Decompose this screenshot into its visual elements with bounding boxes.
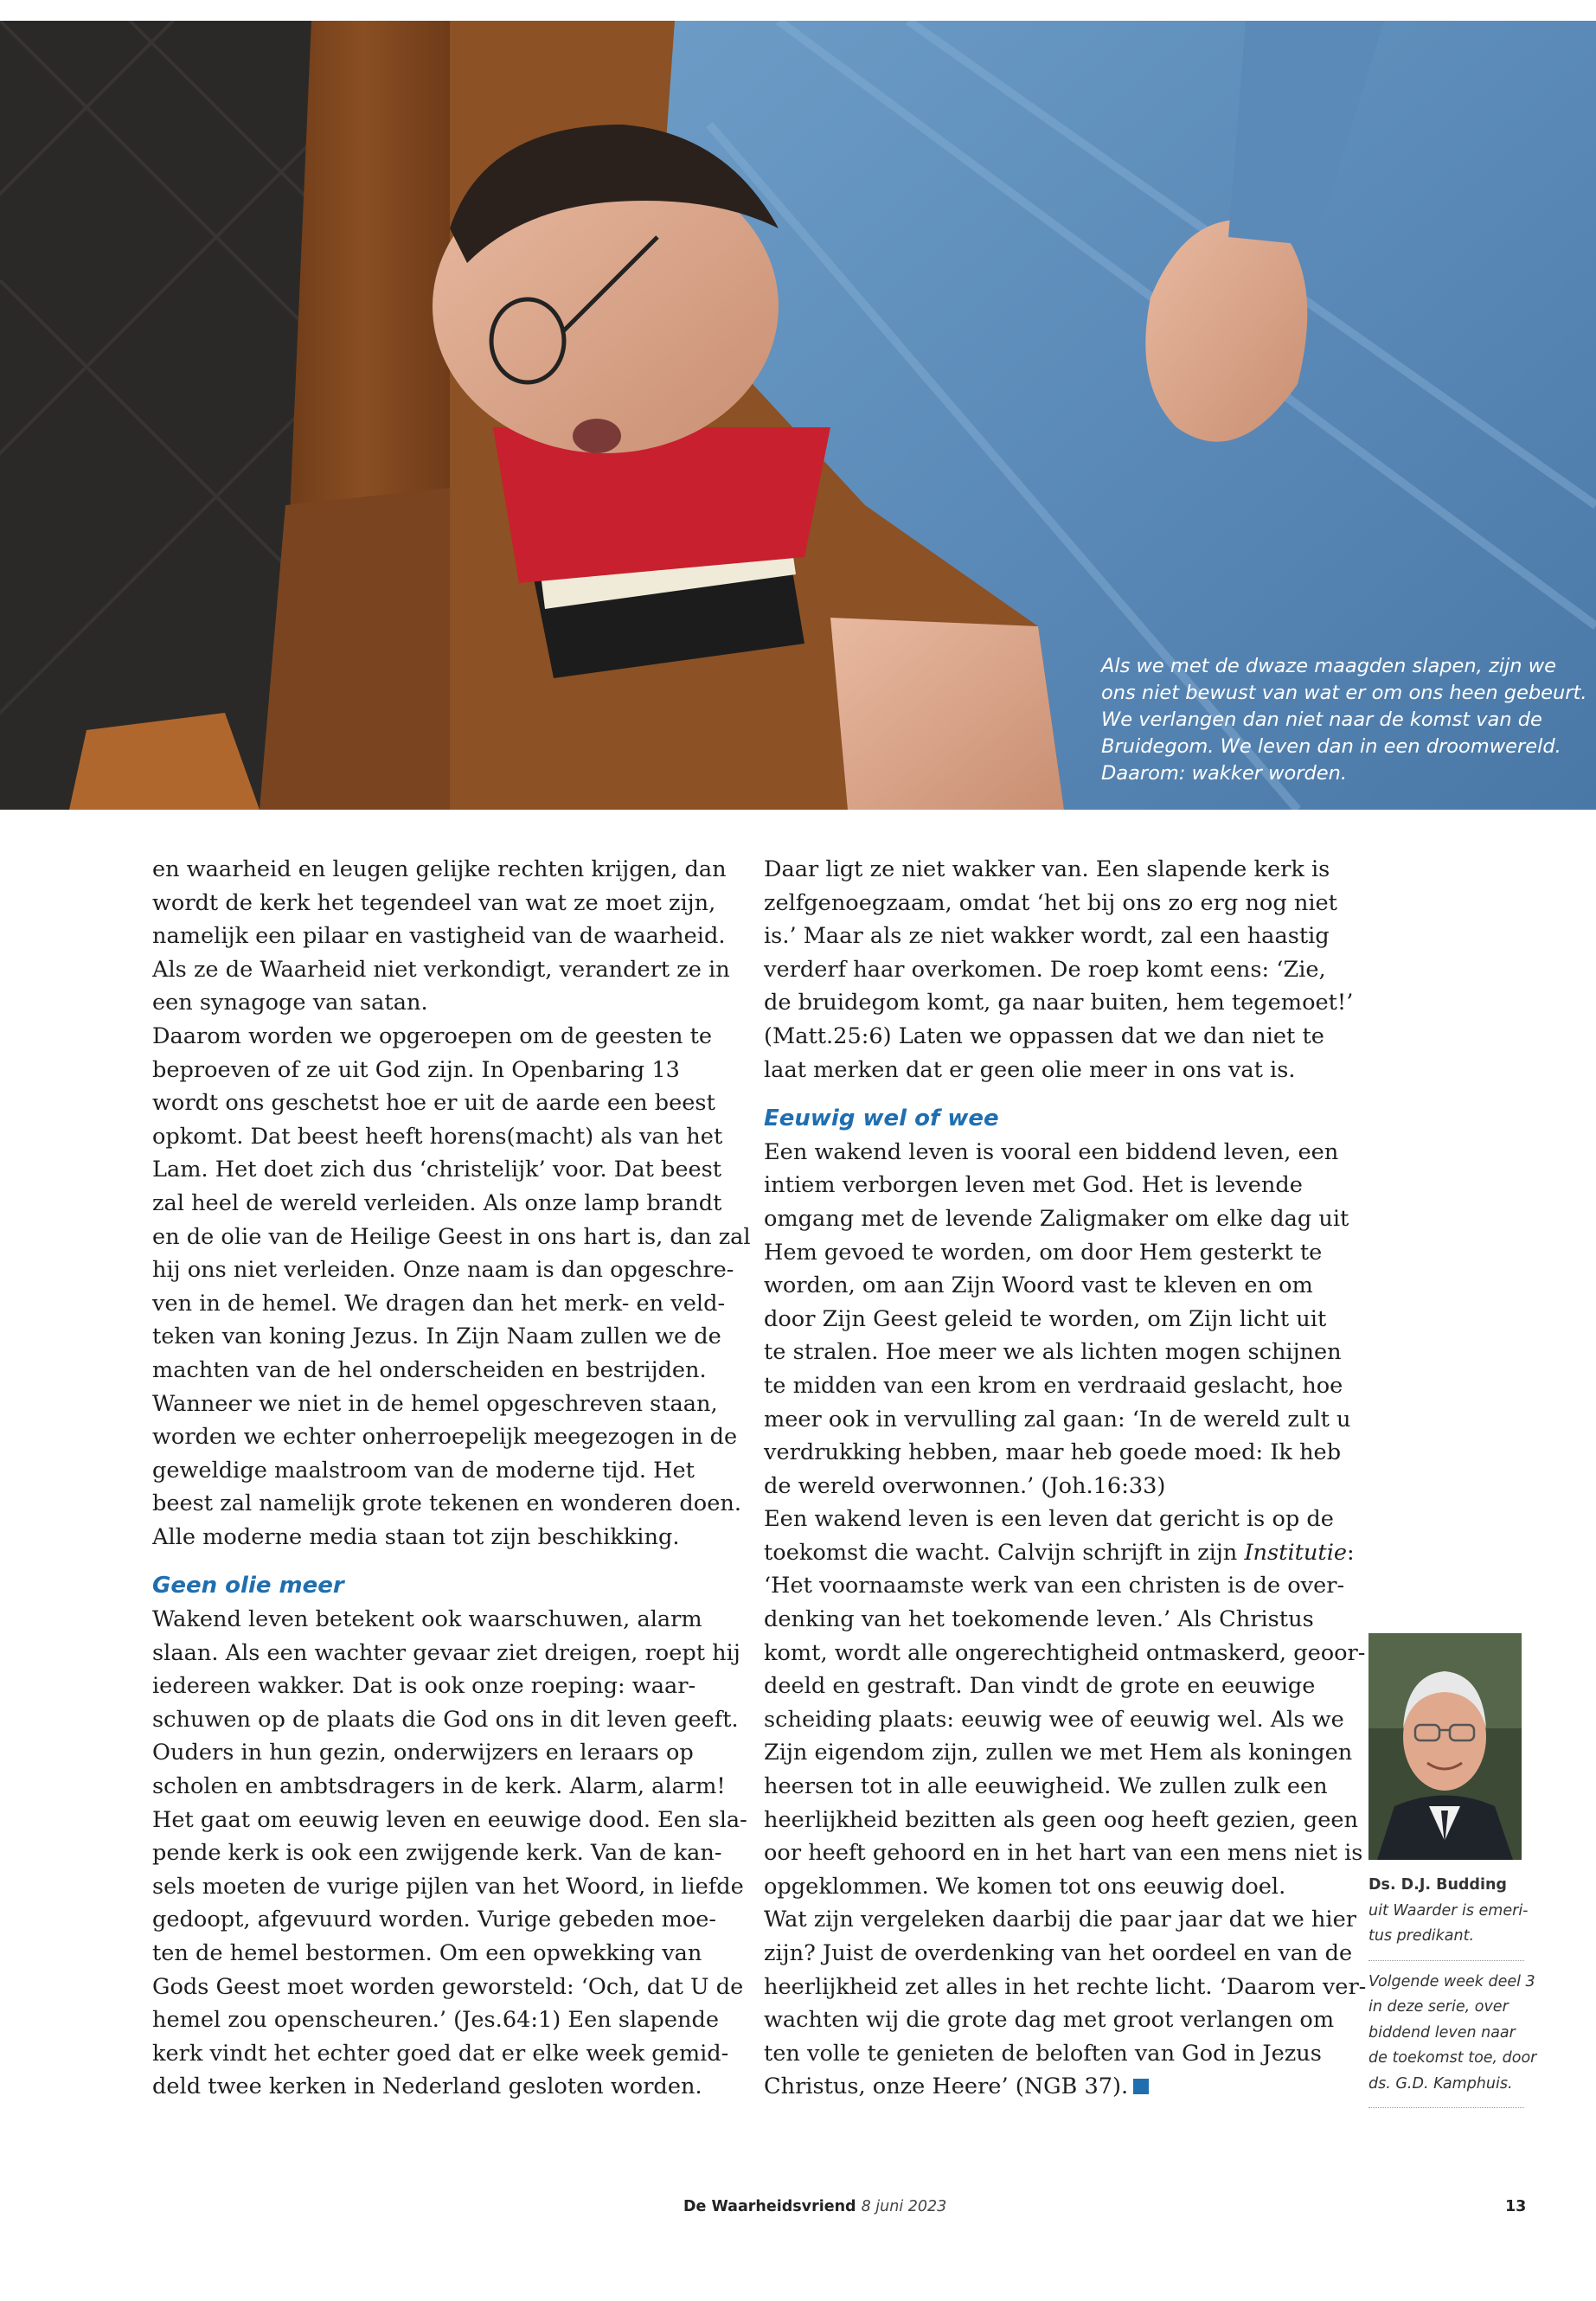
series-note-line: biddend leven naar [1368, 2023, 1516, 2041]
author-info [1368, 1873, 1537, 2117]
text-line: machten van de hel onderscheiden en bestrijden. [152, 1356, 707, 1383]
text-line: namelijk een pilaar en vastigheid van de waarheid. [152, 923, 726, 950]
issue-date: 8 juni 2023 [861, 2198, 947, 2215]
text-line: scheiding plaats: eeuwig wee of eeuwig wel. Als we [764, 1706, 1344, 1733]
series-note-line: ds. G.D. Kamphuis. [1368, 2074, 1513, 2093]
text-line: de bruidegom komt, ga naar buiten, hem tegemoet!’ [764, 990, 1354, 1016]
text-line: opgeklommen. We komen tot ons eeuwig doel. [764, 1873, 1286, 1900]
text-line: Lam. Het doet zich dus ‘christelijk’ voor. Dat beest [152, 1157, 722, 1183]
text-line: ven in de hemel. We dragen dan het merk- en veld- [152, 1290, 726, 1317]
text-line: beest zal namelijk grote tekenen en wonderen doen. [152, 1490, 741, 1517]
text-line: wachten wij die grote dag met groot verlangen om [764, 2007, 1335, 2034]
text-line: Het gaat om eeuwig leven en eeuwige dood. Een sla- [152, 1806, 747, 1833]
divider [1368, 1960, 1524, 1961]
text-line: de wereld overwonnen.’ (Joh.16:33) [764, 1472, 1166, 1499]
text-line: zal heel de wereld verleiden. Als onze lamp brandt [152, 1189, 722, 1216]
text-line: beproeven of ze uit God zijn. In Openbaring 13 [152, 1056, 680, 1083]
series-note-line: de toekomst toe, door [1368, 2049, 1537, 2067]
text-line: Een wakend leven is een leven dat gericht is op de [764, 1506, 1334, 1533]
text-line: worden, om aan Zijn Woord vast te kleven en om [764, 1272, 1313, 1299]
paragraph [152, 1603, 747, 2104]
text-line: zijn? Juist de overdenking van het oordeel en van de [764, 1940, 1353, 1966]
text-line: ten volle te genieten de beloften van God in Jezus [764, 2040, 1322, 2067]
text-line: teken van koning Jezus. In Zijn Naam zullen we de [152, 1324, 721, 1350]
caption-line: We verlangen dan niet naar de komst van de [1101, 708, 1542, 731]
text-line: denking van het toekomende leven.’ Als Christus [764, 1606, 1314, 1633]
text-line: is.’ Maar als ze niet wakker wordt, zal een haastig [764, 923, 1330, 950]
series-note-line: in deze serie, over [1368, 1998, 1509, 2016]
text-line: te stralen. Hoe meer we als lichten mogen schijnen [764, 1339, 1342, 1366]
text-line: en waarheid en leugen gelijke rechten krijgen, dan [152, 856, 727, 882]
text-line: Ouders in hun gezin, onderwijzers en leraars op [152, 1740, 694, 1766]
text-line: zelfgenoegzaam, omdat ‘het bij ons zo erg nog niet [764, 889, 1337, 916]
hero-photo [0, 21, 1596, 810]
text-run: toekomst die wacht. Calvijn schrijft in zijn [764, 1539, 1245, 1566]
author-name: Ds. D.J. Budding [1368, 1876, 1507, 1894]
text-line: intiem verborgen leven met God. Het is levende [764, 1172, 1303, 1199]
text-line: een synagoge van satan. [152, 990, 428, 1016]
paragraph [764, 1136, 1367, 2104]
text-line: ten de hemel bestormen. Om een opwekking van [152, 1940, 702, 1966]
text-line: Daar ligt ze niet wakker van. Een slapende kerk is [764, 856, 1330, 882]
text-run: : [1347, 1539, 1355, 1566]
caption-line: Bruidegom. We leven dan in een droomwereld. [1101, 735, 1561, 758]
author-portrait [1368, 1633, 1522, 1860]
section-heading: Eeuwig wel of wee [764, 1106, 999, 1132]
text-line: iedereen wakker. Dat is ook onze roeping: waar- [152, 1673, 696, 1700]
photo-caption [1101, 653, 1587, 787]
text-line: Wakend leven betekent ook waarschuwen, alarm [152, 1606, 702, 1633]
text-line: te midden van een krom en verdraaid geslacht, hoe [764, 1372, 1343, 1399]
caption-line: ons niet bewust van wat er om ons heen gebeurt. [1101, 682, 1587, 704]
text-line: schuwen op de plaats die God ons in dit leven geeft. [152, 1706, 739, 1733]
end-mark-icon [1133, 2079, 1149, 2094]
text-line: Daarom worden we opgeroepen om de geesten te [152, 1022, 713, 1049]
text-line: hemel zou openscheuren.’ (Jes.64:1) Een slapende [152, 2007, 719, 2034]
text-line: wordt de kerk het tegendeel van wat ze moet zijn, [152, 889, 716, 916]
page-number: 13 [1505, 2198, 1527, 2215]
text-line: omgang met de levende Zaligmaker om elke dag uit [764, 1205, 1349, 1232]
text-line: slaan. Als een wachter gevaar ziet dreigen, roept hij [152, 1639, 740, 1666]
author-bio-line: tus predikant. [1368, 1927, 1475, 1945]
section-heading: Geen olie meer [152, 1573, 344, 1599]
text-line: Wanneer we niet in de hemel opgeschreven staan, [152, 1390, 718, 1417]
text-line: door Zijn Geest geleid te worden, om Zijn licht uit [764, 1305, 1327, 1332]
text-line: gedoopt, afgevuurd worden. Vurige gebeden moe- [152, 1907, 717, 1933]
author-bio-line: uit Waarder is emeri- [1368, 1901, 1529, 1920]
text-line [764, 2070, 1317, 2104]
text-line: ‘Het voornaamste werk van een christen is de over- [764, 1573, 1345, 1599]
text-line: wordt ons geschetst hoe er uit de aarde een beest [152, 1090, 715, 1117]
text-line: deeld en gestraft. Dan vindt de grote en eeuwige [764, 1673, 1316, 1700]
article-column-left [152, 853, 751, 2104]
text-line: Zijn eigendom zijn, zullen we met Hem als koningen [764, 1740, 1353, 1766]
text-line: heersen tot in alle eeuwigheid. We zullen zulk een [764, 1773, 1328, 1800]
text-line: heerlijkheid bezitten als geen oog heeft gezien, geen [764, 1806, 1358, 1833]
text-line: Als ze de Waarheid niet verkondigt, verandert ze in [152, 956, 730, 983]
text-line: en de olie van de Heilige Geest in ons hart is, dan zal [152, 1223, 751, 1250]
text-line: laat merken dat er geen olie meer in ons vat is. [764, 1056, 1296, 1083]
text-run: Christus, onze Heere’ (NGB 37). [764, 2073, 1129, 2100]
text-line [764, 1536, 1355, 1570]
text-line: worden we echter onherroepelijk meegezogen in de [152, 1424, 738, 1451]
text-line: geweldige maalstroom van de moderne tijd. Het [152, 1457, 695, 1484]
text-line: hij ons niet verleiden. Onze naam is dan opgeschre- [152, 1257, 734, 1284]
text-line: Wat zijn vergeleken daarbij die paar jaar dat we hier [764, 1907, 1356, 1933]
text-line: verdrukking hebben, maar heb goede moed: Ik heb [764, 1439, 1342, 1466]
text-line: komt, wordt alle ongerechtigheid ontmaskerd, geoor- [764, 1639, 1366, 1666]
text-line: meer ook in vervulling zal gaan: ‘In de wereld zult u [764, 1406, 1351, 1433]
publication-name: De Waarheidsvriend [683, 2198, 856, 2215]
caption-line: Daarom: wakker worden. [1101, 762, 1348, 785]
book-title: Institutie [1244, 1539, 1348, 1566]
text-line: kerk vindt het echter goed dat er elke week gemid- [152, 2040, 729, 2067]
text-line: opkomt. Dat beest heeft horens(macht) als van het [152, 1123, 723, 1150]
paragraph [152, 853, 751, 1554]
text-line: Hem gevoed te worden, om door Hem gesterkt te [764, 1239, 1323, 1266]
series-note-line: Volgende week deel 3 [1368, 1972, 1535, 1990]
text-line: (Matt.25:6) Laten we oppassen dat we dan niet te [764, 1022, 1324, 1049]
text-line: Gods Geest moet worden geworsteld: ‘Och, dat U de [152, 1973, 744, 2000]
text-line: oor heeft gehoord en in het hart van een mens niet is [764, 1840, 1363, 1867]
footer-publication [683, 2198, 946, 2215]
text-line: verderf haar overkomen. De roep komt eens: ‘Zie, [764, 956, 1326, 983]
divider [1368, 2107, 1524, 2108]
text-line: sels moeten de vurige pijlen van het Woord, in liefde [152, 1873, 744, 1900]
text-line: deld twee kerken in Nederland gesloten worden. [152, 2073, 702, 2100]
text-line: Alle moderne media staan tot zijn beschikking. [152, 1523, 680, 1550]
text-line: pende kerk is ook een zwijgende kerk. Van de kan- [152, 1840, 722, 1867]
text-line: Een wakend leven is vooral een biddend leven, een [764, 1138, 1339, 1165]
paragraph [764, 853, 1354, 1086]
caption-line: Als we met de dwaze maagden slapen, zijn we [1101, 655, 1556, 677]
article-column-right [764, 853, 1367, 2104]
text-line: heerlijkheid zet alles in het rechte licht. ‘Daarom ver- [764, 1973, 1367, 2000]
text-line: scholen en ambtsdragers in de kerk. Alarm, alarm! [152, 1773, 726, 1800]
